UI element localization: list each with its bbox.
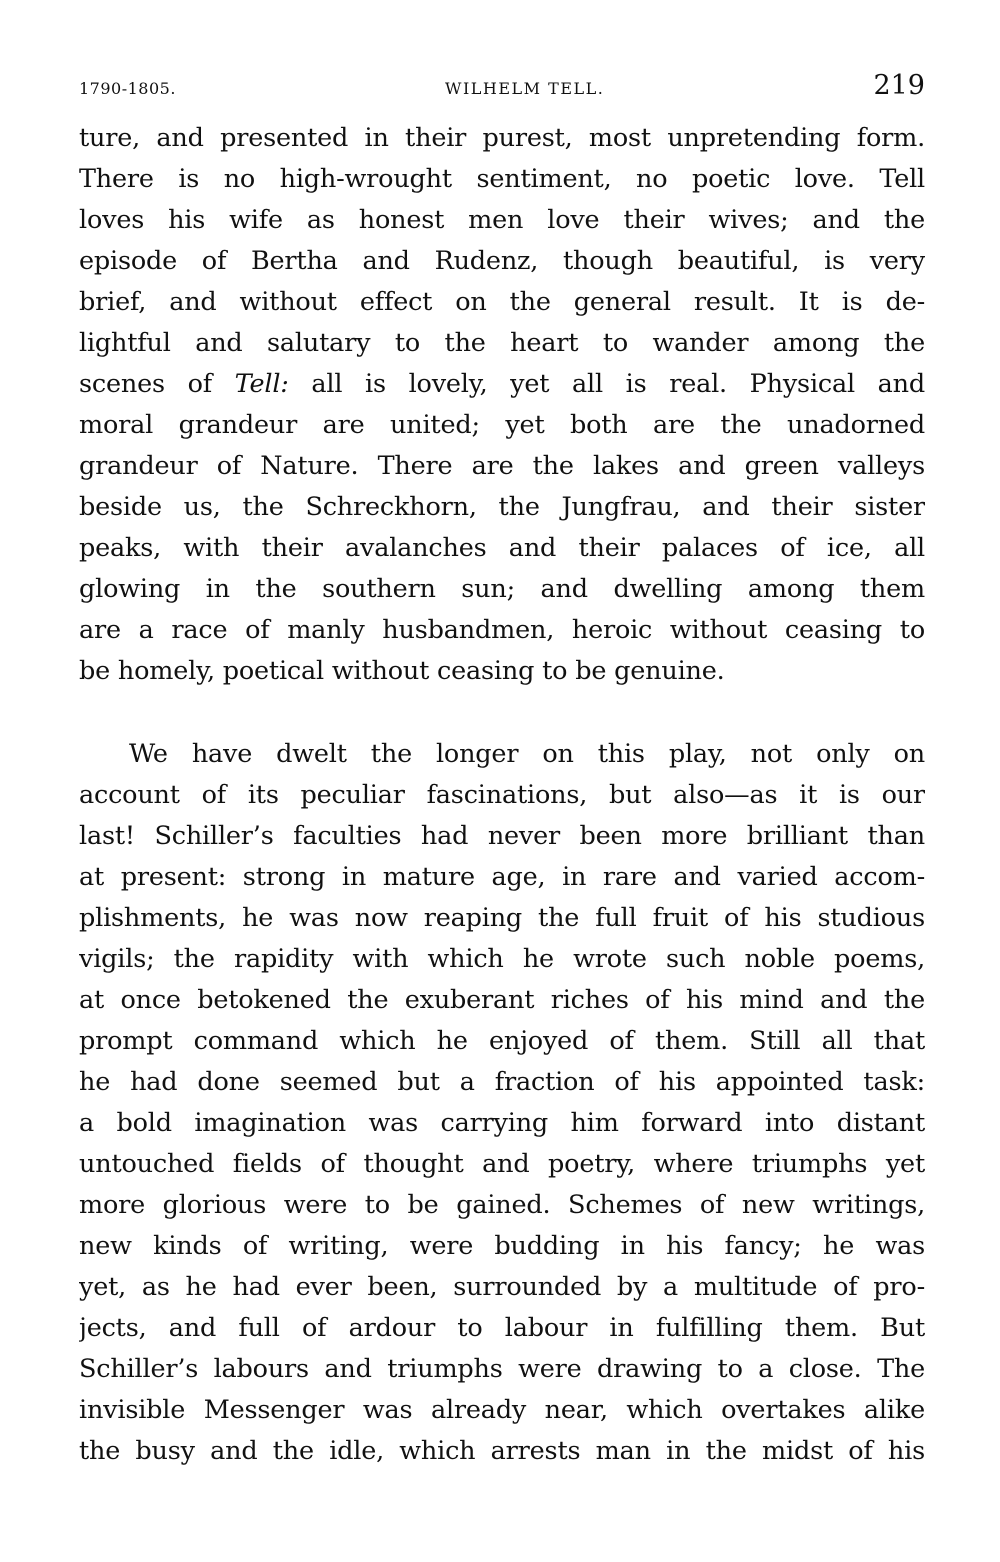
text-line [79,364,925,405]
text-line: We have dwelt the longer on this play, not only on [129,739,925,769]
running-title: WILHELM TELL. [445,79,605,98]
text-line: the busy and the idle, which arrests man in the midst of his [79,1436,925,1466]
text-run: all is lovely, yet all is real. Physical and [288,369,925,399]
book-page [79,70,925,1472]
text-line: Schiller’s labours and triumphs were drawing to a close. The [79,1354,925,1384]
text-line: glowing in the southern sun; and dwelling among them [79,574,925,604]
text-line: ture, and presented in their purest, most unpretending form. [79,123,925,153]
text-line: episode of Bertha and Rudenz, though beautiful, is very [79,246,925,276]
text-line: grandeur of Nature. There are the lakes and green valleys [79,451,925,481]
text-line: untouched fields of thought and poetry, where triumphs yet [79,1149,925,1179]
text-line: prompt command which he enjoyed of them. Still all that [79,1026,925,1056]
running-head [79,70,925,118]
text-line: peaks, with their avalanches and their palaces of ice, all [79,533,925,563]
text-line: beside us, the Schreckhorn, the Jungfrau, and their sister [79,492,925,522]
text-line: lightful and salutary to the heart to wander among the [79,328,925,358]
text-line: moral grandeur are united; yet both are the unadorned [79,410,925,440]
text-line: invisible Messenger was already near, which overtakes alike [79,1395,925,1425]
paragraph [79,734,925,1472]
text-line: are a race of manly husbandmen, heroic without ceasing to [79,615,925,645]
text-line: loves his wife as honest men love their wives; and the [79,205,925,235]
play-title-italic: Tell: [234,369,289,399]
text-line: brief, and without effect on the general result. It is de- [79,287,925,317]
text-line: jects, and full of ardour to labour in fulfilling them. But [79,1313,925,1343]
text-line: more glorious were to be gained. Schemes of new writings, [79,1190,925,1220]
text-line: a bold imagination was carrying him forward into distant [79,1108,925,1138]
text-line: at once betokened the exuberant riches of his mind and the [79,985,925,1015]
page-number: 219 [873,70,925,101]
text-line: last! Schiller’s faculties had never been more brilliant than [79,821,925,851]
text-line: vigils; the rapidity with which he wrote such noble poems, [79,944,925,974]
text-line: be homely, poetical without ceasing to be genuine. [79,656,725,686]
text-line: at present: strong in mature age, in rare and varied accom- [79,862,925,892]
text-line: he had done seemed but a fraction of his appointed task: [79,1067,925,1097]
text-run: scenes of [79,369,235,399]
text-line: yet, as he had ever been, surrounded by a multitude of pro- [79,1272,925,1302]
text-line: account of its peculiar fascinations, but also—as it is our [79,780,925,810]
text-line: plishments, he was now reaping the full fruit of his studious [79,903,925,933]
text-line: There is no high-wrought sentiment, no poetic love. Tell [79,164,925,194]
text-line: new kinds of writing, were budding in his fancy; he was [79,1231,925,1261]
paragraph [79,118,925,692]
date-range: 1790-1805. [79,79,176,98]
